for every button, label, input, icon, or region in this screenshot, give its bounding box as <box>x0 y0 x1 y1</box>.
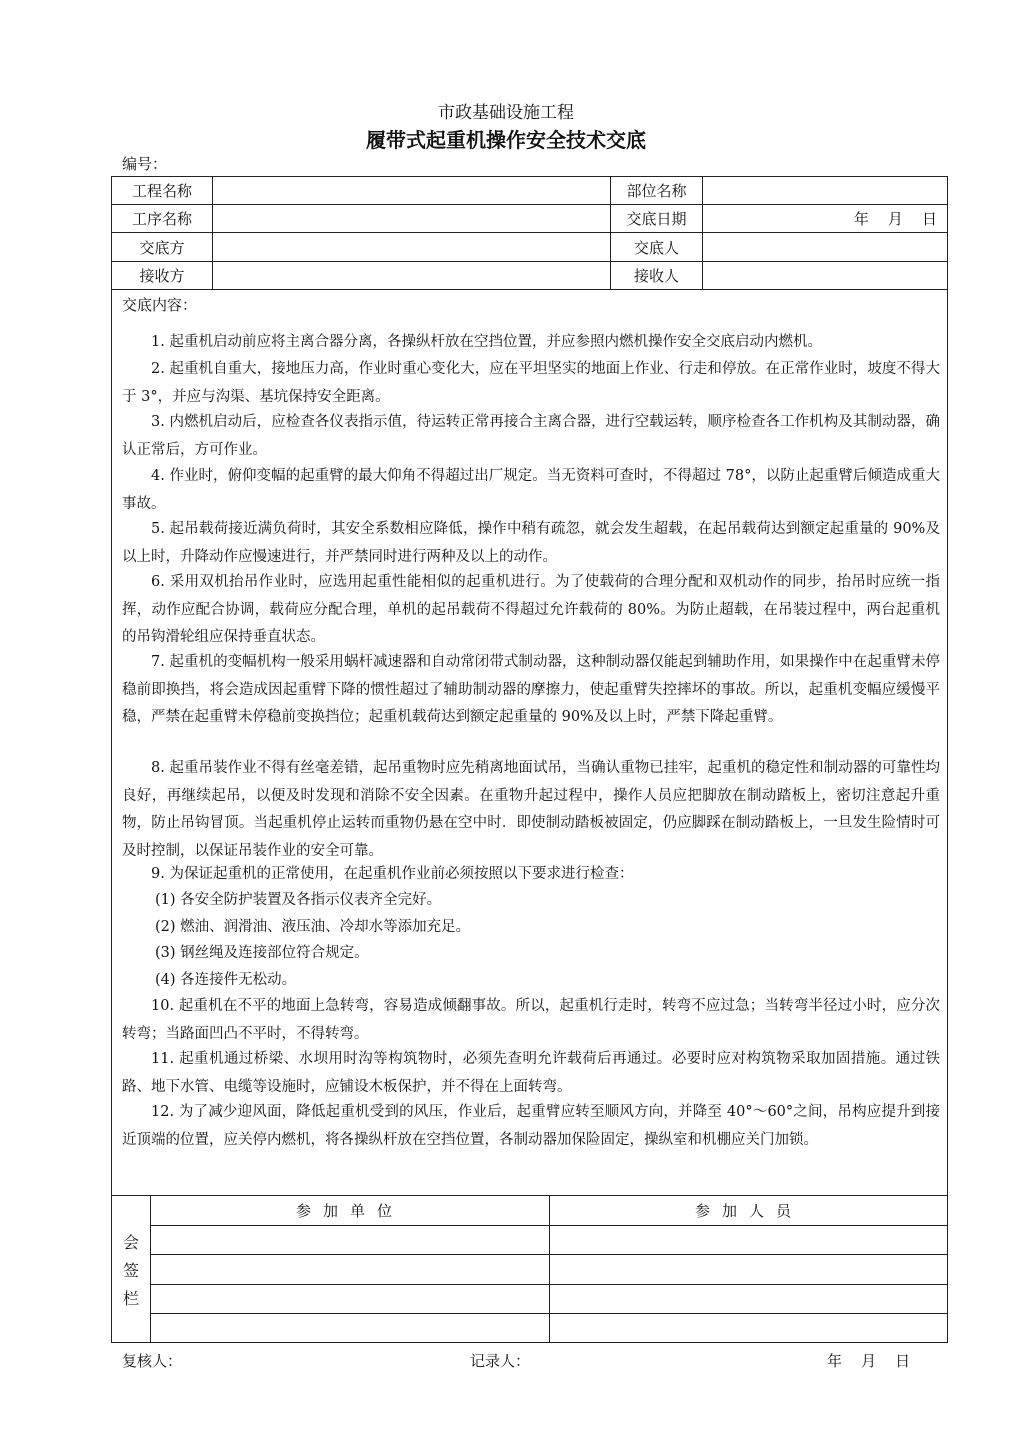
briefing-person-label: 交底人 <box>633 238 679 257</box>
check-item: (4) 各连接件无松动。 <box>155 972 297 988</box>
receiver-label: 接收人 <box>633 267 679 285</box>
sign-staff-cell[interactable] <box>550 1226 947 1254</box>
content-paragraph: 5. 起吊载荷接近满负荷时，其安全系数相应降低，操作中稍有疏忽，就会发生超载，在起吊载荷达到额定起重量的 90%及以上时，升降动作应慢速进行，并严禁同时进行两种及以上的动作。 <box>122 521 940 565</box>
content-paragraph: 1. 起重机启动前应将主离合器分离，各操纵杆放在空挡位置，并应参照内燃机操作安全交底启动内燃机。 <box>151 334 822 350</box>
content-paragraph: 9. 为保证起重机的正常使用，在起重机作业前必须按照以下要求进行检查： <box>151 866 634 882</box>
briefing-person-field[interactable] <box>703 233 947 261</box>
sign-staff-cell[interactable] <box>550 1255 947 1284</box>
content-paragraph: 12. 为了减少迎风面，降低起重机受到的风压，作业后，起重臂应转至顺风方向，并降至 40°～60°之间，吊构应提升到接近顶端的位置，应关停内燃机，将各操纵杆放在空挡位置，各制动器加保险固定，操纵室和机棚应关门加锁。 <box>122 1104 940 1148</box>
briefing-party-field[interactable] <box>213 233 610 261</box>
recorder-label: 记录人： <box>470 1352 531 1370</box>
check-item: (3) 钢丝绳及连接部位符合规定。 <box>155 945 369 961</box>
sign-unit-cell[interactable] <box>151 1226 549 1254</box>
participating-staff-header: 参加人员 <box>694 1202 803 1220</box>
document-number-label: 编号： <box>122 155 168 173</box>
project-name-field[interactable] <box>213 177 610 204</box>
project-name-label: 工程名称 <box>131 182 192 200</box>
participating-unit-header: 参加单位 <box>295 1202 404 1220</box>
footer-date: 年 月 日 <box>827 1352 911 1370</box>
sign-off-side-label: 会 签 栏 <box>122 1233 139 1308</box>
content-paragraph: 2. 起重机自重大，接地压力高，作业时重心变化大，应在平坦坚实的地面上作业、行走和停放。在正常作业时，坡度不得大于 3°，并应与沟渠、基坑保持安全距离。 <box>122 361 940 405</box>
section-name-label: 部位名称 <box>626 182 687 200</box>
process-name-field[interactable] <box>213 205 610 232</box>
receiver-field[interactable] <box>703 262 947 289</box>
sign-unit-cell[interactable] <box>151 1285 549 1313</box>
briefing-party-label: 交底方 <box>139 238 185 257</box>
process-name-label: 工序名称 <box>131 210 192 228</box>
content-paragraph: 8. 起重吊装作业不得有丝毫差错，起吊重物时应先稍离地面试吊，当确认重物已挂牢，起重机的稳定性和制动器的可靠性均良好，再继续起吊，以便及时发现和消除不安全因素。在重物升起过程中，操作人员应把脚放在制动踏板上，密切注意起升重物，防止吊钩冒顶。当起重机停止运转而重物仍悬在空中时．即使制动踏板被固定，仍应脚踩在制动踏板上，一旦发生险情时可及时控制，以保证吊装作业的安全可靠。 <box>122 760 940 859</box>
section-name-field[interactable] <box>703 177 947 204</box>
receiving-party-field[interactable] <box>213 262 610 289</box>
briefing-date-field[interactable]: 年 月 日 <box>853 210 937 228</box>
content-paragraph: 4. 作业时，俯仰变幅的起重臂的最大仰角不得超过出厂规定。当无资料可查时，不得超过 78°，以防止起重臂后倾造成重大事故。 <box>122 468 940 512</box>
check-item: (2) 燃油、润滑油、液压油、冷却水等添加充足。 <box>155 919 471 935</box>
content-paragraph: 7. 起重机的变幅机构一般采用蜗杆减速器和自动常闭带式制动器，这种制动器仅能起到辅助作用，如果操作中在起重臂未停稳前即换挡，将会造成因起重臂下降的惯性超过了辅助制动器的摩擦力，使起重臂失控摔坏的事故。所以，起重机变幅应缓慢平稳，严禁在起重臂未停稳前变换挡位；起重机载荷达到额定起重量的 90%及以上时，严禁下降起重臂。 <box>122 654 940 725</box>
content-paragraph: 10. 起重机在不平的地面上急转弯，容易造成倾翻事故。所以，起重机行走时，转弯不应过急；当转弯半径过小时，应分次转弯；当路面凹凸不平时，不得转弯。 <box>122 998 940 1042</box>
content-paragraph: 3. 内燃机启动后，应检查各仪表指示值，待运转正常再接合主离合器，进行空载运转，顺序检查各工作机构及其制动器，确认正常后，方可作业。 <box>122 414 940 458</box>
briefing-date-label: 交底日期 <box>626 210 687 228</box>
content-paragraph: 6. 采用双机抬吊作业时，应选用起重性能相似的起重机进行。为了使载荷的合理分配和双机动作的同步，抬吊时应统一指挥，动作应配合协调，载荷应分配合理，单机的起吊载荷不得超过允许载荷的 80%。为防止超载，在吊装过程中，两台起重机的吊钩滑轮组应保持垂直状态。 <box>122 574 940 645</box>
content-paragraph: 11. 起重机通过桥梁、水坝用时沟等构筑物时，必须先查明允许载荷后再通过。必要时应对构筑物采取加固措施。通过铁路、地下水管、电缆等设施时，应铺设木板保护，并不得在上面转弯。 <box>122 1051 940 1095</box>
document-subtitle: 市政基础设施工程 <box>438 103 574 123</box>
check-item: (1) 各安全防护装置及各指示仪表齐全完好。 <box>155 892 442 908</box>
sign-staff-cell[interactable] <box>550 1285 947 1313</box>
receiving-party-label: 接收方 <box>139 267 185 285</box>
reviewer-label: 复核人： <box>122 1352 183 1370</box>
content-label: 交底内容： <box>122 296 198 314</box>
sign-unit-cell[interactable] <box>151 1314 549 1342</box>
sign-unit-cell[interactable] <box>151 1255 549 1284</box>
sign-staff-cell[interactable] <box>550 1314 947 1342</box>
document-title: 履带式起重机操作安全技术交底 <box>366 128 646 152</box>
table-divider <box>111 289 948 290</box>
